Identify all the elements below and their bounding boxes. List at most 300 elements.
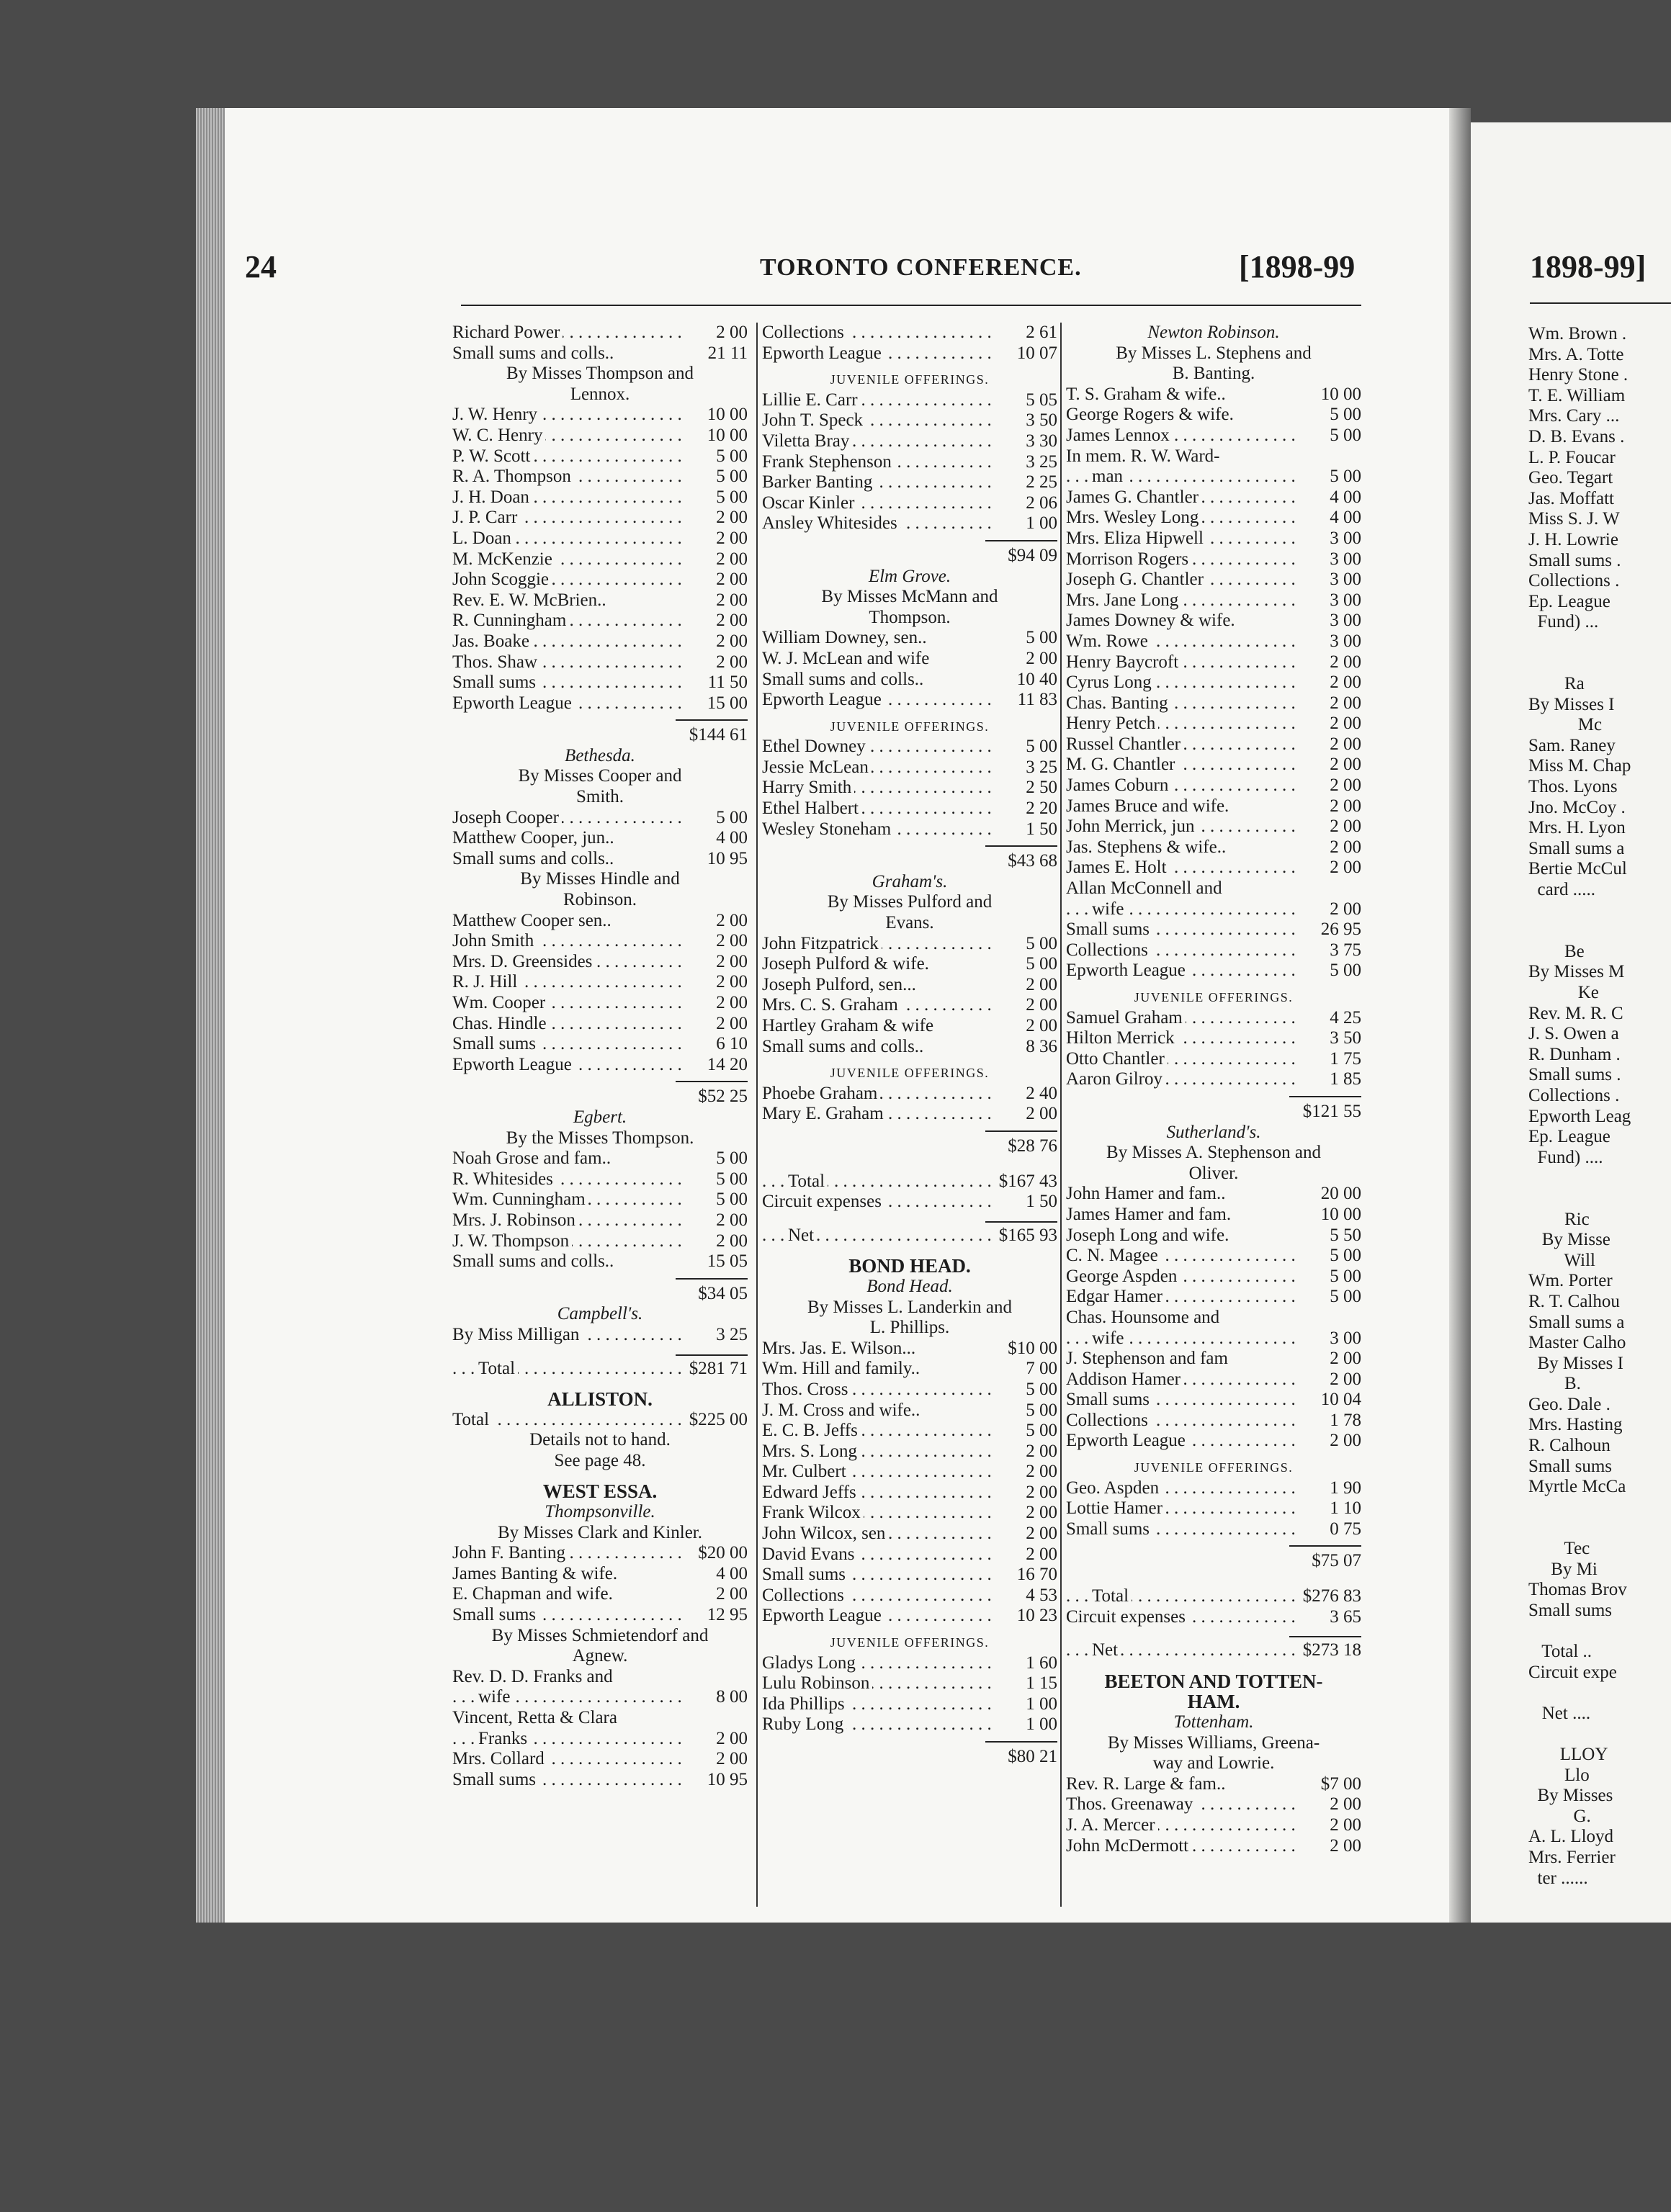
donor-name [762,1172,993,1192]
donor-label: James Banting & wife. [452,1564,620,1583]
donor-name [1066,1640,1296,1661]
donor-name [762,1694,993,1715]
subtotal [452,1081,748,1107]
amount: 3 65 [1330,1606,1361,1627]
ledger-row [452,467,748,487]
donor-label: Collections [762,323,847,342]
right-page-line: B. [1528,1374,1581,1394]
donor-name [762,1037,993,1058]
ledger-row [452,1014,748,1035]
section-heading: ALLISTON. [547,1388,653,1411]
donor-name [762,628,993,649]
donor-name [1066,487,1296,508]
ledger-row [762,1016,1057,1037]
ledger-row [452,343,748,364]
header-rule [461,305,1361,306]
donor-label: Joseph G. Chantler [1066,570,1206,589]
ledger-row [762,431,1057,452]
ledger-row [452,1410,748,1431]
amount: 2 00 [1330,693,1361,713]
ledger-row [1066,1205,1361,1226]
collector-line: Thompson. [869,607,951,627]
ledger-row [762,1586,1057,1606]
amount: 2 00 [1026,1104,1057,1124]
donor-name [1066,1794,1296,1815]
donor-name [1066,1370,1296,1390]
amount: 5 00 [716,1169,748,1189]
donor-name [762,778,993,799]
donor-name [1066,385,1296,405]
amount: 4 00 [1330,487,1361,507]
amount: 2 00 [1330,1349,1361,1369]
donor-label: Noah Grose and fam.. [452,1148,614,1168]
donor-name [762,954,993,975]
donor-name [762,819,993,840]
juvenile-offerings-heading: JUVENILE OFFERINGS. [1134,990,1294,1004]
donor-name [452,1667,683,1688]
amount: 3 00 [1330,631,1361,651]
donor-name [1066,1586,1296,1607]
ledger-row [1066,1049,1361,1070]
donor-name [1066,940,1296,961]
donor-label: Ansley Whitesides [762,513,900,533]
donor-label: James Hamer and fam. [1066,1205,1234,1224]
section-heading: HAM. [1187,1691,1240,1713]
right-page-line: Collections . [1528,1085,1620,1105]
subtotal-value: $121 55 [1289,1096,1361,1123]
amount: 2 00 [716,993,748,1012]
donor-label: Mrs. Collard [452,1749,547,1768]
donor-label: J. W. Henry [452,405,540,424]
ledger-row [1066,590,1361,611]
donor-label: James Downey & wife. [1066,611,1238,630]
amount: 1 60 [1026,1653,1057,1673]
donor-label: Otto Chantler [1066,1049,1168,1069]
donor-name [762,343,993,364]
ledger-row [452,1770,748,1791]
donor-label: Collections [1066,940,1151,960]
amount: 2 00 [716,1584,748,1604]
donor-name [762,1545,993,1565]
donor-name [762,1442,993,1462]
ledger-row [452,1708,748,1729]
donor-label: Barker Banting [762,472,875,492]
donor-name [1066,1028,1296,1049]
ledger-row [762,1714,1057,1735]
subtotal [1066,1545,1361,1572]
amount: 2 00 [1330,755,1361,775]
ledger-row [452,1325,748,1346]
right-page-column [1528,324,1631,1889]
donor-name [452,549,683,570]
ledger-row [452,323,748,343]
donor-name [452,1359,683,1380]
amount: 3 00 [1330,528,1361,548]
book-gutter [1449,108,1471,1923]
donor-label: Small sums [762,1565,848,1584]
donor-name [452,972,683,993]
donor-name [452,952,683,973]
donor-label: Vincent, Retta & Clara [452,1708,620,1727]
donor-label: Collections [1066,1411,1151,1430]
donor-name [1066,1049,1296,1070]
donor-label: Total [788,1172,828,1191]
amount: 5 00 [1330,405,1361,425]
collector-line: By Misses McMann and [821,587,998,607]
right-page-line: LLOY [1528,1744,1608,1764]
amount: 2 00 [1330,1794,1361,1815]
amount: 2 00 [716,1231,748,1251]
donor-name [452,1190,683,1210]
donor-label: Epworth League [1066,1431,1188,1450]
amount: $167 43 [998,1171,1057,1191]
right-page-line: Jno. McCoy . [1528,797,1626,817]
donor-label: Edgar Hamer [1066,1287,1165,1306]
donor-name [762,1421,993,1442]
right-page-rule [1530,302,1671,304]
amount: 5 00 [716,1148,748,1169]
ledger-row [452,1359,748,1380]
right-page-line: Mrs. H. Lyon [1528,818,1626,838]
ledger-row [452,1584,748,1605]
subsection-heading: Thompsonville. [545,1502,655,1522]
donor-label: J. M. Cross and wife.. [762,1401,923,1420]
ledger-row [1066,631,1361,652]
donor-label: John Merrick, jun [1066,817,1197,836]
ledger-row [1066,817,1361,837]
ledger-row [1066,1478,1361,1499]
amount: 4 00 [716,828,748,848]
collector-line: Evans. [885,913,934,933]
amount: $20 00 [698,1543,748,1563]
amount: 3 25 [1026,451,1057,472]
page-header [0,248,1671,299]
amount: 5 00 [1330,1287,1361,1307]
amount: 5 00 [1026,628,1057,648]
donor-label: Franks [478,1729,530,1748]
donor-name [452,652,683,673]
ledger-row [452,1564,748,1585]
amount: 2 00 [716,611,748,631]
collector-line: By the Misses Thompson. [506,1128,694,1148]
donor-label: R. Whitesides [452,1169,556,1189]
donor-label: wife [1092,899,1126,919]
amount: 1 00 [1026,1694,1057,1714]
donor-name [452,1410,683,1431]
amount: 5 00 [1026,1421,1057,1441]
donor-name [1066,1498,1296,1519]
donor-label: Jessie McLean [762,757,872,777]
ledger-row [452,529,748,549]
donor-label: Mrs. Wesley Long [1066,508,1201,527]
amount: 20 00 [1320,1184,1361,1204]
amount: 2 00 [716,1013,748,1033]
ledger-row [762,1545,1057,1565]
donor-name [1066,1411,1296,1431]
amount: 1 50 [1026,1192,1057,1212]
collector-line: By Misses Cooper and [518,766,682,786]
collector-line: By Misses Schmietendorf and [491,1625,709,1645]
donor-label: James G. Chantler [1066,487,1201,507]
ledger-row [452,911,748,932]
donor-label: W. J. McLean and wife [762,649,932,668]
ledger-row [762,1565,1057,1586]
amount: 5 00 [716,467,748,487]
ledger-row [1066,1184,1361,1205]
amount: 11 83 [1017,690,1057,710]
donor-name [762,410,993,431]
donor-label: Wm. Cooper [452,993,548,1012]
subsection-heading: Egbert. [573,1107,627,1127]
donor-label: Joseph Pulford & wife. [762,954,932,974]
ledger-row [1066,837,1361,858]
right-page-line: By Misses I [1528,694,1615,714]
donor-label: Mrs. Eliza Hipwell [1066,529,1206,548]
donor-name [1066,1184,1296,1205]
amount: 2 00 [716,508,748,528]
subtotal [762,1218,1057,1226]
amount: 10 07 [1016,343,1057,363]
amount [683,1667,748,1688]
amount [1296,1308,1361,1328]
ledger-row [1066,775,1361,796]
amount: $273 18 [1302,1640,1361,1660]
right-page-line: Small sums a [1528,838,1625,858]
right-page-line: G. [1528,1806,1591,1826]
ledger-row [452,1034,748,1055]
donor-label: wife [1092,1328,1126,1348]
donor-label: Lulu Robinson [762,1673,872,1693]
donor-name [452,1251,683,1272]
amount: 2 00 [1026,1482,1057,1502]
donor-label: Mrs. S. Long [762,1442,860,1461]
donor-name [452,1210,683,1231]
amount: 2 00 [716,590,748,610]
ledger-row [762,799,1057,819]
ledger-row [452,693,748,714]
amount: 5 00 [1026,933,1057,953]
donor-name [762,1606,993,1627]
donor-name [762,1226,993,1246]
donor-name [1066,1308,1296,1328]
donor-label: Small sums [452,1034,539,1053]
donor-name [1066,652,1296,673]
amount: 1 78 [1330,1410,1361,1430]
donor-name [452,1708,683,1729]
ledger-row [452,611,748,631]
donor-name [1066,611,1296,631]
donor-name [762,1673,993,1694]
juvenile-offerings-heading: JUVENILE OFFERINGS. [830,1635,990,1650]
right-page-line: Be [1528,941,1585,961]
donor-name [1066,1069,1296,1090]
right-page-line: By Misses I [1528,1353,1623,1373]
donor-label: John Hamer and fam.. [1066,1184,1228,1203]
ledger-row [452,631,748,652]
donor-name [452,529,683,549]
donor-label: Edward Jeffs [762,1483,859,1502]
juvenile-offerings-heading: JUVENILE OFFERINGS. [1134,1460,1294,1475]
donor-name [762,995,993,1016]
amount [683,1708,748,1729]
ledger-row [762,690,1057,711]
amount: 2 00 [1330,652,1361,672]
amount: 5 00 [1330,961,1361,981]
donor-name [1066,590,1296,611]
donor-name [1066,549,1296,570]
amount: 2 00 [1330,734,1361,754]
donor-name [452,1325,683,1346]
right-page-line: Circuit expe [1528,1662,1617,1682]
right-page-line: Geo. Dale . [1528,1394,1610,1414]
amount: 21 11 [707,343,748,363]
donor-name [762,513,993,534]
donor-label: J. Stephenson and fam [1066,1349,1231,1368]
donor-label: Epworth League [452,1055,575,1074]
right-page [1471,122,1671,1923]
collector-line: By Misses A. Stephenson and [1106,1143,1321,1163]
collector-line: B. Banting. [1172,364,1255,384]
donor-name [452,1687,683,1708]
ledger-row [452,508,748,529]
donor-label: Ida Phillips [762,1694,848,1714]
donor-name [1066,1008,1296,1029]
right-page-line: Will [1528,1250,1595,1270]
donor-name [1066,467,1296,487]
subtotal-value: $75 07 [1289,1545,1361,1572]
donor-name [1066,1836,1296,1857]
donor-label: Oscar Kinler [762,493,857,513]
juvenile-offerings-heading: JUVENILE OFFERINGS. [830,1066,990,1081]
right-page-line: Ric [1528,1209,1590,1229]
donor-label: Rev. R. Large & fam.. [1066,1774,1228,1794]
amount: 2 00 [1330,899,1361,919]
donor-label: Frank Wilcox [762,1503,864,1522]
donor-name [452,446,683,467]
right-page-line: Tec [1528,1539,1590,1559]
amount: 3 75 [1330,940,1361,960]
donor-label: John McDermott [1066,1836,1191,1856]
ledger-row [452,1729,748,1750]
right-page-line: Wm. Porter [1528,1271,1613,1291]
donor-name [452,1034,683,1055]
ledger-row [1066,426,1361,446]
donor-label: L. Doan [452,529,514,548]
amount: 12 95 [707,1605,748,1625]
ledger-row [452,487,748,508]
donor-name [762,934,993,955]
donor-label: James E. Holt [1066,858,1170,877]
donor-name [452,828,683,849]
amount: 10 00 [707,405,748,425]
donor-name [452,611,683,631]
amount: 11 50 [707,673,748,693]
amount: 2 00 [1026,995,1057,1015]
amount: 2 00 [716,931,748,951]
ledger-row [762,1226,1057,1246]
ledger-row [762,1503,1057,1524]
ledger-row [1066,673,1361,693]
donor-name [1066,899,1296,920]
amount: 10 95 [707,848,748,868]
donor-name [452,343,683,364]
donor-name [762,1714,993,1735]
amount: 2 00 [1330,714,1361,734]
ledger-row [1066,570,1361,590]
amount: 2 00 [1026,1544,1057,1564]
amount: 1 90 [1330,1478,1361,1498]
right-page-line: R. T. Calhou [1528,1291,1620,1311]
amount [1296,446,1361,467]
ledger-row [1066,1349,1361,1370]
amount: 10 00 [1320,384,1361,404]
ledger-row [762,1037,1057,1058]
donor-label: Total [478,1359,518,1378]
ledger-row [762,819,1057,840]
spacer [762,1157,1057,1172]
right-page-line [1528,1168,1631,1189]
donor-label: Henry Baycroft [1066,652,1181,672]
donor-label: Geo. Aspden [1066,1478,1162,1498]
amount: 3 00 [1330,611,1361,631]
right-page-line: By Misse [1528,1230,1610,1250]
donor-label: Aaron Gilroy [1066,1069,1165,1089]
donor-label: T. S. Graham & wife.. [1066,385,1229,404]
collector-line: Oliver. [1188,1163,1239,1183]
donor-label: Total [1092,1586,1132,1606]
amount: 4 00 [716,1563,748,1583]
ledger-row [762,670,1057,691]
donor-label: Viletta Bray [762,431,852,451]
right-page-line: Mc [1528,715,1603,735]
ledger-row [1066,1794,1361,1815]
subtotal-value: $144 61 [676,719,748,746]
ledger-row [452,972,748,993]
donor-label: Mrs. J. Robinson [452,1210,578,1230]
amount: 2 06 [1026,493,1057,513]
donor-name [452,849,683,870]
donor-name [762,1084,993,1105]
donor-name [452,1014,683,1035]
amount: 5 00 [716,1190,748,1210]
donor-label: Samuel Graham [1066,1008,1186,1028]
right-page-line: Small sums . [1528,550,1621,570]
amount: 2 00 [1026,648,1057,668]
amount: 3 50 [1026,410,1057,431]
amount: 2 00 [1330,1431,1361,1451]
donor-name [1066,508,1296,529]
donor-name [1066,446,1296,467]
ledger-row [762,975,1057,996]
right-page-line [1528,1724,1631,1745]
donor-label: Ethel Downey [762,737,869,756]
ledger-row [452,1605,748,1626]
donor-name [452,808,683,829]
right-page-line [1528,1498,1631,1519]
ledger-row [1066,1640,1361,1661]
right-page-line: Jas. Moffatt [1528,488,1614,508]
ledger-row [1066,1308,1361,1328]
donor-label: Small sums [1066,1519,1152,1539]
donor-name [1066,796,1296,817]
donor-label: Gladys Long [762,1653,859,1673]
donor-name [452,405,683,426]
donor-label: Small sums [452,1770,539,1789]
donor-label: Epworth League [762,1606,884,1625]
donor-name [1066,1431,1296,1452]
right-page-line: Fund) ... [1528,612,1599,632]
donor-name [452,1605,683,1626]
